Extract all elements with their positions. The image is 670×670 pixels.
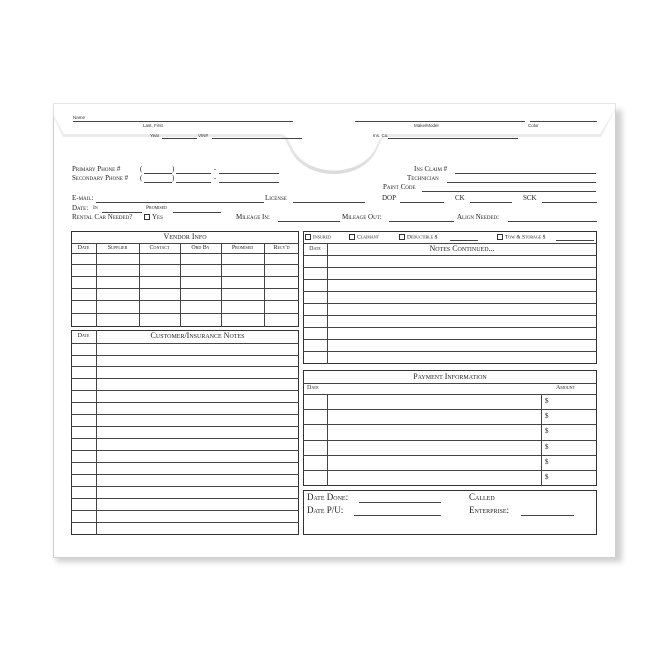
customer-notes-row-line — [71, 366, 299, 367]
year-label: Year — [150, 133, 160, 138]
vendor-info-title: Vendor Info — [163, 232, 207, 241]
make-model-line[interactable] — [355, 121, 525, 122]
tow-storage-label: Tow & Storage $ — [505, 234, 546, 241]
deductible-line[interactable] — [450, 240, 478, 241]
insured-checkbox[interactable] — [305, 234, 311, 240]
customer-notes-row-line — [71, 414, 299, 415]
customer-notes-row-line — [71, 402, 299, 403]
vendor-col-divider — [96, 243, 97, 327]
notes-continued-row-line — [303, 291, 597, 292]
customer-notes-row-line — [71, 390, 299, 391]
vendor-row-line — [71, 313, 299, 314]
secondary-number-line[interactable] — [219, 182, 279, 183]
ins-co-line[interactable] — [388, 138, 518, 139]
color-label: Color — [528, 123, 539, 128]
primary-paren-open: ( — [140, 165, 143, 173]
customer-notes-date-header: Date — [77, 333, 90, 339]
vendor-col-date: Date — [77, 245, 90, 251]
vendor-col-ord-by: Ord By — [191, 245, 210, 251]
customer-notes-row-line — [71, 498, 299, 499]
name-label: Name — [73, 115, 86, 120]
rental-yes-checkbox[interactable] — [144, 214, 150, 220]
secondary-dash: - — [214, 174, 217, 182]
ins-claim-line[interactable] — [455, 173, 596, 174]
customer-notes-row-line — [71, 343, 299, 344]
primary-phone-label: Primary Phone # — [72, 165, 121, 173]
payment-dollar-sign: $ — [545, 412, 549, 420]
primary-paren-close: ) — [172, 165, 175, 173]
customer-notes-row-line — [71, 438, 299, 439]
customer-notes-title: Customer/Insurance Notes — [150, 331, 245, 340]
payment-dollar-sign: $ — [545, 427, 549, 435]
deductible-option[interactable] — [399, 234, 437, 241]
payment-dollar-sign: $ — [545, 473, 549, 481]
deductible-label: Deductible $ — [407, 234, 438, 241]
align-needed-label: Align Needed: — [457, 213, 500, 221]
paint-code-label: Paint Code — [383, 183, 416, 191]
sck-line[interactable] — [542, 202, 597, 203]
secondary-prefix-line[interactable] — [176, 182, 211, 183]
payment-row-line — [303, 440, 597, 441]
align-needed-line[interactable] — [508, 221, 597, 222]
enterprise-label: Enterprise: — [469, 505, 510, 515]
vendor-row-line — [71, 264, 299, 265]
secondary-paren-close: ) — [172, 174, 175, 182]
called-label: Called — [469, 492, 495, 502]
primary-area-code-line[interactable] — [144, 173, 172, 174]
claimant-checkbox[interactable] — [349, 234, 355, 240]
notes-continued-row-line — [303, 279, 597, 280]
payment-row-line — [303, 470, 597, 471]
sck-label: SCK — [523, 194, 537, 202]
license-label: License — [265, 194, 287, 202]
ins-co-label: Ins. Co. — [373, 133, 389, 138]
technician-line[interactable] — [447, 182, 596, 183]
customer-notes-row-line — [71, 355, 299, 356]
tow-storage-line[interactable] — [556, 240, 594, 241]
customer-notes-row-line — [71, 462, 299, 463]
email-label: E-mail: — [72, 194, 94, 202]
rental-yes-option[interactable] — [144, 214, 163, 221]
payment-dollar-sign: $ — [545, 443, 549, 451]
customer-notes-row-line — [71, 450, 299, 451]
ck-label: CK — [455, 194, 465, 202]
customer-notes-row-line — [71, 426, 299, 427]
payment-title-divider — [303, 383, 597, 384]
secondary-paren-open: ( — [140, 174, 143, 182]
ins-claim-label: Ins Claim # — [414, 165, 448, 173]
secondary-area-code-line[interactable] — [144, 182, 172, 183]
tow-storage-option[interactable] — [497, 234, 545, 241]
customer-notes-row-line — [71, 522, 299, 523]
payment-date-header: Date — [307, 385, 319, 391]
date-done-label: Date Done: — [307, 492, 349, 502]
claimant-option[interactable] — [349, 234, 379, 241]
vendor-col-contact: Contact — [149, 245, 170, 251]
email-line[interactable] — [96, 202, 264, 203]
claimant-label: Claimant — [357, 234, 380, 241]
technician-label: Technician — [407, 174, 439, 182]
payment-amount-header: Amount — [556, 385, 575, 391]
vendor-col-divider — [139, 243, 140, 327]
notes-continued-row-line — [303, 267, 597, 268]
primary-dash: - — [214, 165, 217, 173]
notes-continued-row-line — [303, 327, 597, 328]
folder-tab-shape — [53, 103, 616, 193]
customer-notes-date-divider — [96, 330, 97, 535]
rental-car-label: Rental Car Needed? — [72, 213, 133, 221]
insured-label: Insured — [313, 234, 331, 241]
date-promised-line[interactable] — [173, 212, 221, 213]
year-line[interactable] — [162, 138, 197, 139]
notes-continued-row-line — [303, 351, 597, 352]
vendor-row-line — [71, 288, 299, 289]
primary-number-line[interactable] — [219, 173, 279, 174]
customer-notes-row-line — [71, 510, 299, 511]
payment-dollar-sign: $ — [545, 397, 549, 405]
customer-notes-row-line — [71, 474, 299, 475]
make-model-label: Make/Model — [414, 123, 439, 128]
customer-notes-row-line — [71, 486, 299, 487]
payment-row-line — [303, 424, 597, 425]
notes-continued-date-header: Date — [309, 246, 321, 252]
date-pu-line[interactable] — [354, 515, 441, 516]
mileage-in-label: Mileage In: — [236, 213, 270, 221]
mileage-out-line[interactable] — [389, 221, 454, 222]
dop-line[interactable] — [400, 202, 444, 203]
payment-row-line — [303, 409, 597, 410]
tow-storage-checkbox[interactable] — [497, 234, 503, 240]
payment-header-divider — [303, 394, 597, 395]
date-promised-label: Promised — [146, 205, 168, 211]
insured-option[interactable] — [305, 234, 331, 241]
vendor-col-promised: Promised — [231, 245, 254, 251]
vendor-col-recvd: Recv'd — [273, 245, 290, 251]
customer-notes-table — [71, 330, 299, 535]
vendor-row-line — [71, 253, 299, 254]
vin-label: VIN# — [198, 133, 209, 138]
enterprise-line[interactable] — [521, 515, 574, 516]
customer-notes-row-line — [71, 378, 299, 379]
color-line[interactable] — [530, 121, 597, 122]
notes-continued-row-line — [303, 303, 597, 304]
payment-information-title: Payment Information — [413, 372, 487, 381]
dop-label: DOP — [382, 194, 397, 202]
mileage-in-line[interactable] — [278, 221, 340, 222]
primary-prefix-line[interactable] — [176, 173, 211, 174]
paint-code-line[interactable] — [422, 191, 596, 192]
payment-information-table — [303, 370, 597, 486]
ck-line[interactable] — [470, 202, 512, 203]
secondary-phone-label: Secondary Phone # — [72, 174, 129, 182]
deductible-checkbox[interactable] — [399, 234, 405, 240]
vendor-col-supplier: Supplier — [107, 245, 128, 251]
date-pu-label: Date P/U: — [307, 505, 344, 515]
payment-dollar-sign: $ — [545, 458, 549, 466]
date-in-label: In — [93, 205, 98, 211]
vendor-col-divider — [180, 243, 181, 327]
date-done-line[interactable] — [359, 502, 441, 503]
vendor-row-line — [71, 300, 299, 301]
vendor-col-divider — [221, 243, 222, 327]
vin-line[interactable] — [212, 138, 302, 139]
notes-continued-row-line — [303, 255, 597, 256]
payment-row-line — [303, 455, 597, 456]
vendor-col-divider — [264, 243, 265, 327]
mileage-out-label: Mileage Out: — [342, 213, 382, 221]
last-first-label: Last, First — [143, 123, 163, 128]
date-label: Date: — [72, 204, 89, 212]
name-line[interactable] — [73, 121, 293, 122]
notes-continued-row-line — [303, 339, 597, 340]
notes-continued-title: Notes Continued... — [429, 244, 495, 253]
notes-continued-row-line — [303, 315, 597, 316]
license-line[interactable] — [293, 202, 365, 203]
vendor-row-line — [71, 276, 299, 277]
rental-yes-label: Yes — [152, 213, 163, 221]
